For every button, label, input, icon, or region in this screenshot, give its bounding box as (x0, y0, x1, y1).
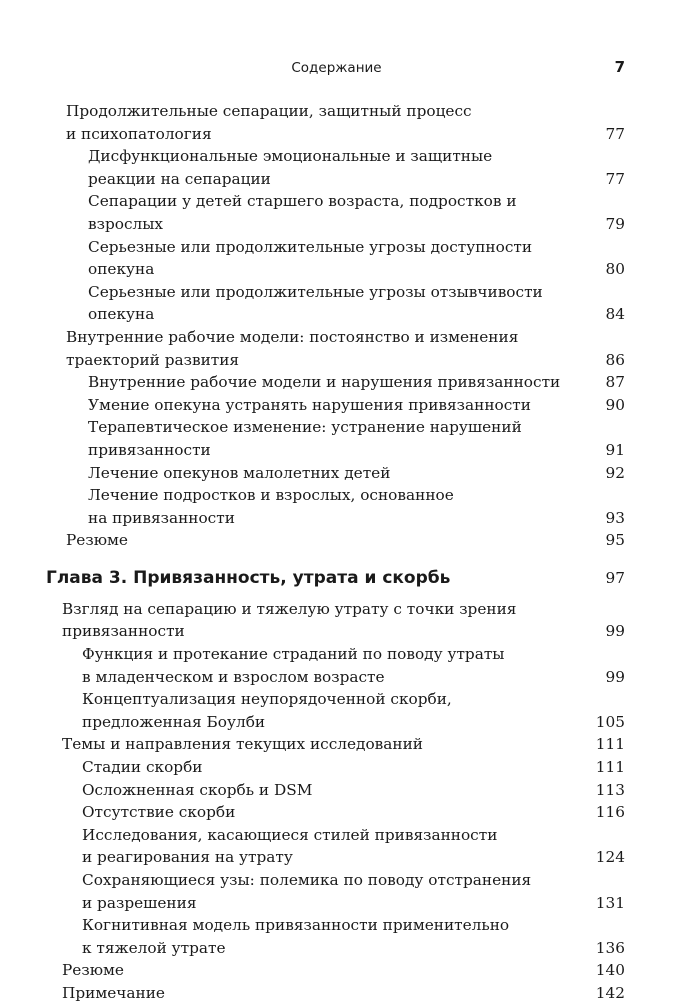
toc-entry-line: Резюме (66, 531, 128, 550)
chapter-heading (0, 566, 673, 590)
toc-entry-line: привязанности (62, 622, 185, 641)
running-title: Содержание (291, 60, 382, 76)
toc-entry-page: 87 (605, 373, 625, 392)
toc-entry-line: Лечение опекунов малолетних детей (88, 463, 391, 482)
page-header (0, 58, 673, 82)
toc-entry-line: Стадии скорби (82, 758, 203, 777)
toc-entry-line: Дисфункциональные эмоциональные и защитные (88, 147, 493, 166)
toc-entry-line: Взгляд на сепарацию и тяжелую утрату с точки зрения (62, 599, 517, 618)
toc-entry-line: Продолжительные сепарации, защитный процесс (66, 102, 472, 120)
toc-entry-line: траекторий развития (66, 350, 240, 369)
toc-entry (0, 914, 673, 959)
toc-entry (0, 145, 673, 190)
toc-entry-page: 105 (595, 712, 625, 731)
toc-entry-page: 93 (605, 508, 625, 527)
toc-entry-page: 77 (605, 169, 625, 188)
toc-entry-line: реакции на сепарации (88, 169, 271, 188)
toc-entry-page: 99 (605, 622, 625, 641)
chapter-page: 97 (605, 568, 625, 587)
toc-entry-line: привязанности (88, 440, 211, 459)
toc-entry-page: 77 (605, 124, 625, 143)
toc-entry-line: Сохраняющиеся узы: полемика по поводу отстранения (82, 871, 532, 889)
toc-entry-line: Терапевтическое изменение: устранение нарушений (88, 418, 522, 437)
toc-entry-line: Сепарации у детей старшего возраста, подростков и взрослых (88, 192, 517, 233)
toc-entry-page: 99 (605, 667, 625, 686)
toc-entry (0, 959, 673, 982)
toc-entry (0, 484, 673, 529)
toc-entry-line: и психопатология (66, 124, 212, 143)
toc-entry (0, 100, 673, 145)
toc-entry (0, 236, 673, 281)
toc-entry (0, 869, 673, 914)
toc-entry-page: 124 (595, 848, 625, 867)
toc-entry-page: 79 (605, 214, 625, 233)
toc-entry-line: Темы и направления текущих исследований (62, 735, 423, 754)
toc-entry (0, 371, 673, 394)
toc-entry-page: 111 (595, 735, 625, 754)
toc-entry-page: 113 (595, 780, 625, 799)
toc-entry-line: на привязанности (88, 508, 235, 527)
toc-entry (0, 394, 673, 417)
toc-entry-page: 111 (595, 758, 625, 777)
toc-entry-page: 91 (605, 440, 625, 459)
toc-entry (0, 598, 673, 643)
toc-entry (0, 281, 673, 326)
toc-entry-line: Когнитивная модель привязанности применительно (82, 916, 510, 935)
toc-entry-line: Внутренние рабочие модели и нарушения привязанности (88, 373, 561, 392)
toc-entry (0, 190, 673, 235)
chapter-title: Глава 3. Привязанность, утрата и скорбь (46, 567, 451, 588)
toc-entry-line: Лечение подростков и взрослых, основанное (88, 486, 454, 505)
toc-entry-page: 136 (595, 938, 625, 957)
toc-entry-line: в младенческом и взрослом возрасте (82, 667, 385, 686)
toc-section-a (0, 100, 673, 552)
toc-entry-line: Серьезные или продолжительные угрозы доступности опекуна (88, 237, 533, 279)
toc-entry-page: 80 (605, 260, 625, 279)
toc-entry (0, 688, 673, 733)
toc-entry (0, 756, 673, 779)
toc-entry-line: Резюме (62, 961, 124, 980)
toc-entry-page: 95 (605, 531, 625, 550)
toc-entry (0, 416, 673, 461)
toc-entry-line: Примечание (62, 983, 165, 1002)
toc-entry-line: и разрешения (82, 893, 197, 912)
toc-entry (0, 733, 673, 756)
toc-entry-line: и реагирования на утрату (82, 848, 293, 867)
toc-entry (0, 462, 673, 485)
toc-entry-line: Умение опекуна устранять нарушения привязанности (88, 395, 531, 414)
toc-entry-line: предложенная Боулби (82, 712, 266, 731)
toc-entry-line: Внутренние рабочие модели: постоянство и изменения (66, 327, 519, 346)
toc-entry (0, 779, 673, 802)
toc-entry-line: Отсутствие скорби (82, 803, 236, 822)
toc-section-b (0, 598, 673, 1005)
table-of-contents (0, 100, 673, 1005)
toc-entry (0, 824, 673, 869)
toc-entry-page: 140 (595, 961, 625, 980)
toc-entry-page: 116 (595, 803, 625, 822)
page-number: 7 (614, 58, 625, 76)
toc-entry-line: Серьезные или продолжительные угрозы отзывчивости опекуна (88, 282, 543, 324)
toc-entry (0, 801, 673, 824)
toc-entry-page: 142 (595, 983, 625, 1002)
toc-entry-line: Осложненная скорбь и DSM (82, 780, 313, 799)
toc-entry-line: Функция и протекание страданий по поводу утраты (82, 645, 505, 664)
toc-entry (0, 529, 673, 552)
toc-entry-page: 84 (605, 305, 625, 324)
toc-entry-line: Исследования, касающиеся стилей привязанности (82, 825, 498, 844)
toc-entry-line: к тяжелой утрате (82, 938, 226, 957)
toc-entry (0, 982, 673, 1005)
toc-entry-page: 92 (605, 463, 625, 482)
toc-entry-page: 90 (605, 395, 625, 414)
toc-entry-line: Концептуализация неупорядоченной скорби, (82, 690, 452, 709)
toc-entry-page: 86 (605, 350, 625, 369)
toc-entry (0, 326, 673, 371)
toc-entry (0, 643, 673, 688)
toc-entry-page: 131 (595, 893, 625, 912)
